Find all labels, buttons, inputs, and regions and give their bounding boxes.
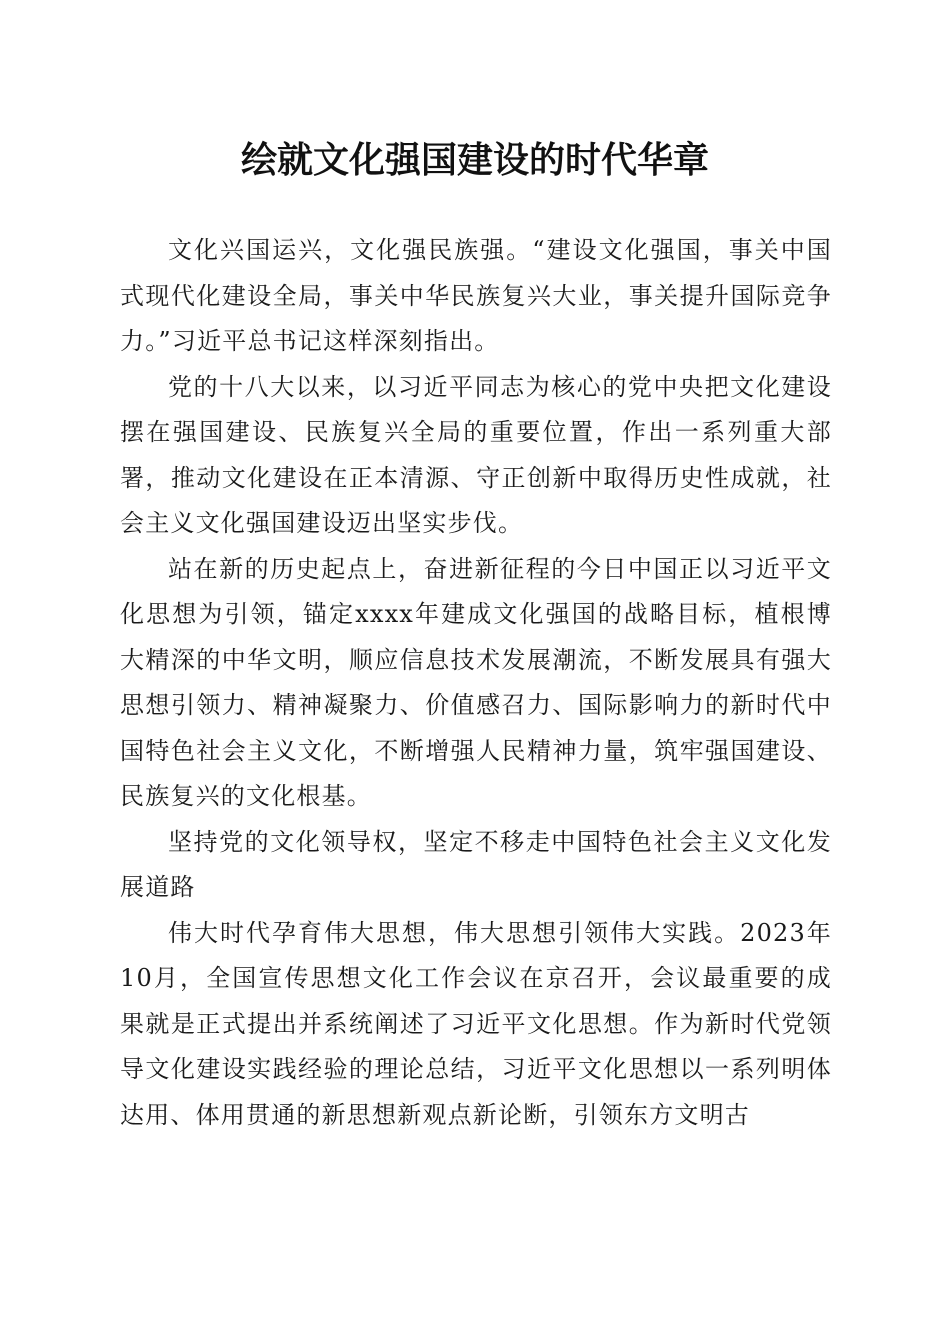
document-title: 绘就文化强国建设的时代华章	[240, 139, 709, 181]
paragraph-5: 伟大时代孕育伟大思想，伟大思想引领伟大实践。2023年10月，全国宣传思想文化工作会议在京召开，会议最重要的成果就是正式提出并系统阐述了习近平文化思想。作为新时代党领导文化建设实践经验的理论总结，习近平文化思想以一系列明体达用、体用贯通的新思想新观点新论断，引领东方文明古	[120, 918, 832, 1129]
paragraph-3: 站在新的历史起点上，奋进新征程的今日中国正以习近平文化思想为引领，锚定xxxx年建成文化强国的战略目标，植根博大精深的中华文明，顺应信息技术发展潮流，不断发展具有强大思想引领力、精神凝聚力、价值感召力、国际影响力的新时代中国特色社会主义文化，不断增强人民精神力量，筑牢强国建设、民族复兴的文化根基。	[120, 554, 832, 810]
document-body	[120, 228, 832, 1138]
paragraph-2: 党的十八大以来，以习近平同志为核心的党中央把文化建设摆在强国建设、民族复兴全局的重要位置，作出一系列重大部署，推动文化建设在正本清源、守正创新中取得历史性成就，社会主义文化强国建设迈出坚实步伐。	[120, 372, 832, 537]
paragraph-1: 文化兴国运兴，文化强民族强。“建设文化强国，事关中国式现代化建设全局，事关中华民族复兴大业，事关提升国际竞争力。”习近平总书记这样深刻指出。	[120, 236, 832, 355]
section-heading: 坚持党的文化领导权，坚定不移走中国特色社会主义文化发展道路	[120, 827, 832, 901]
